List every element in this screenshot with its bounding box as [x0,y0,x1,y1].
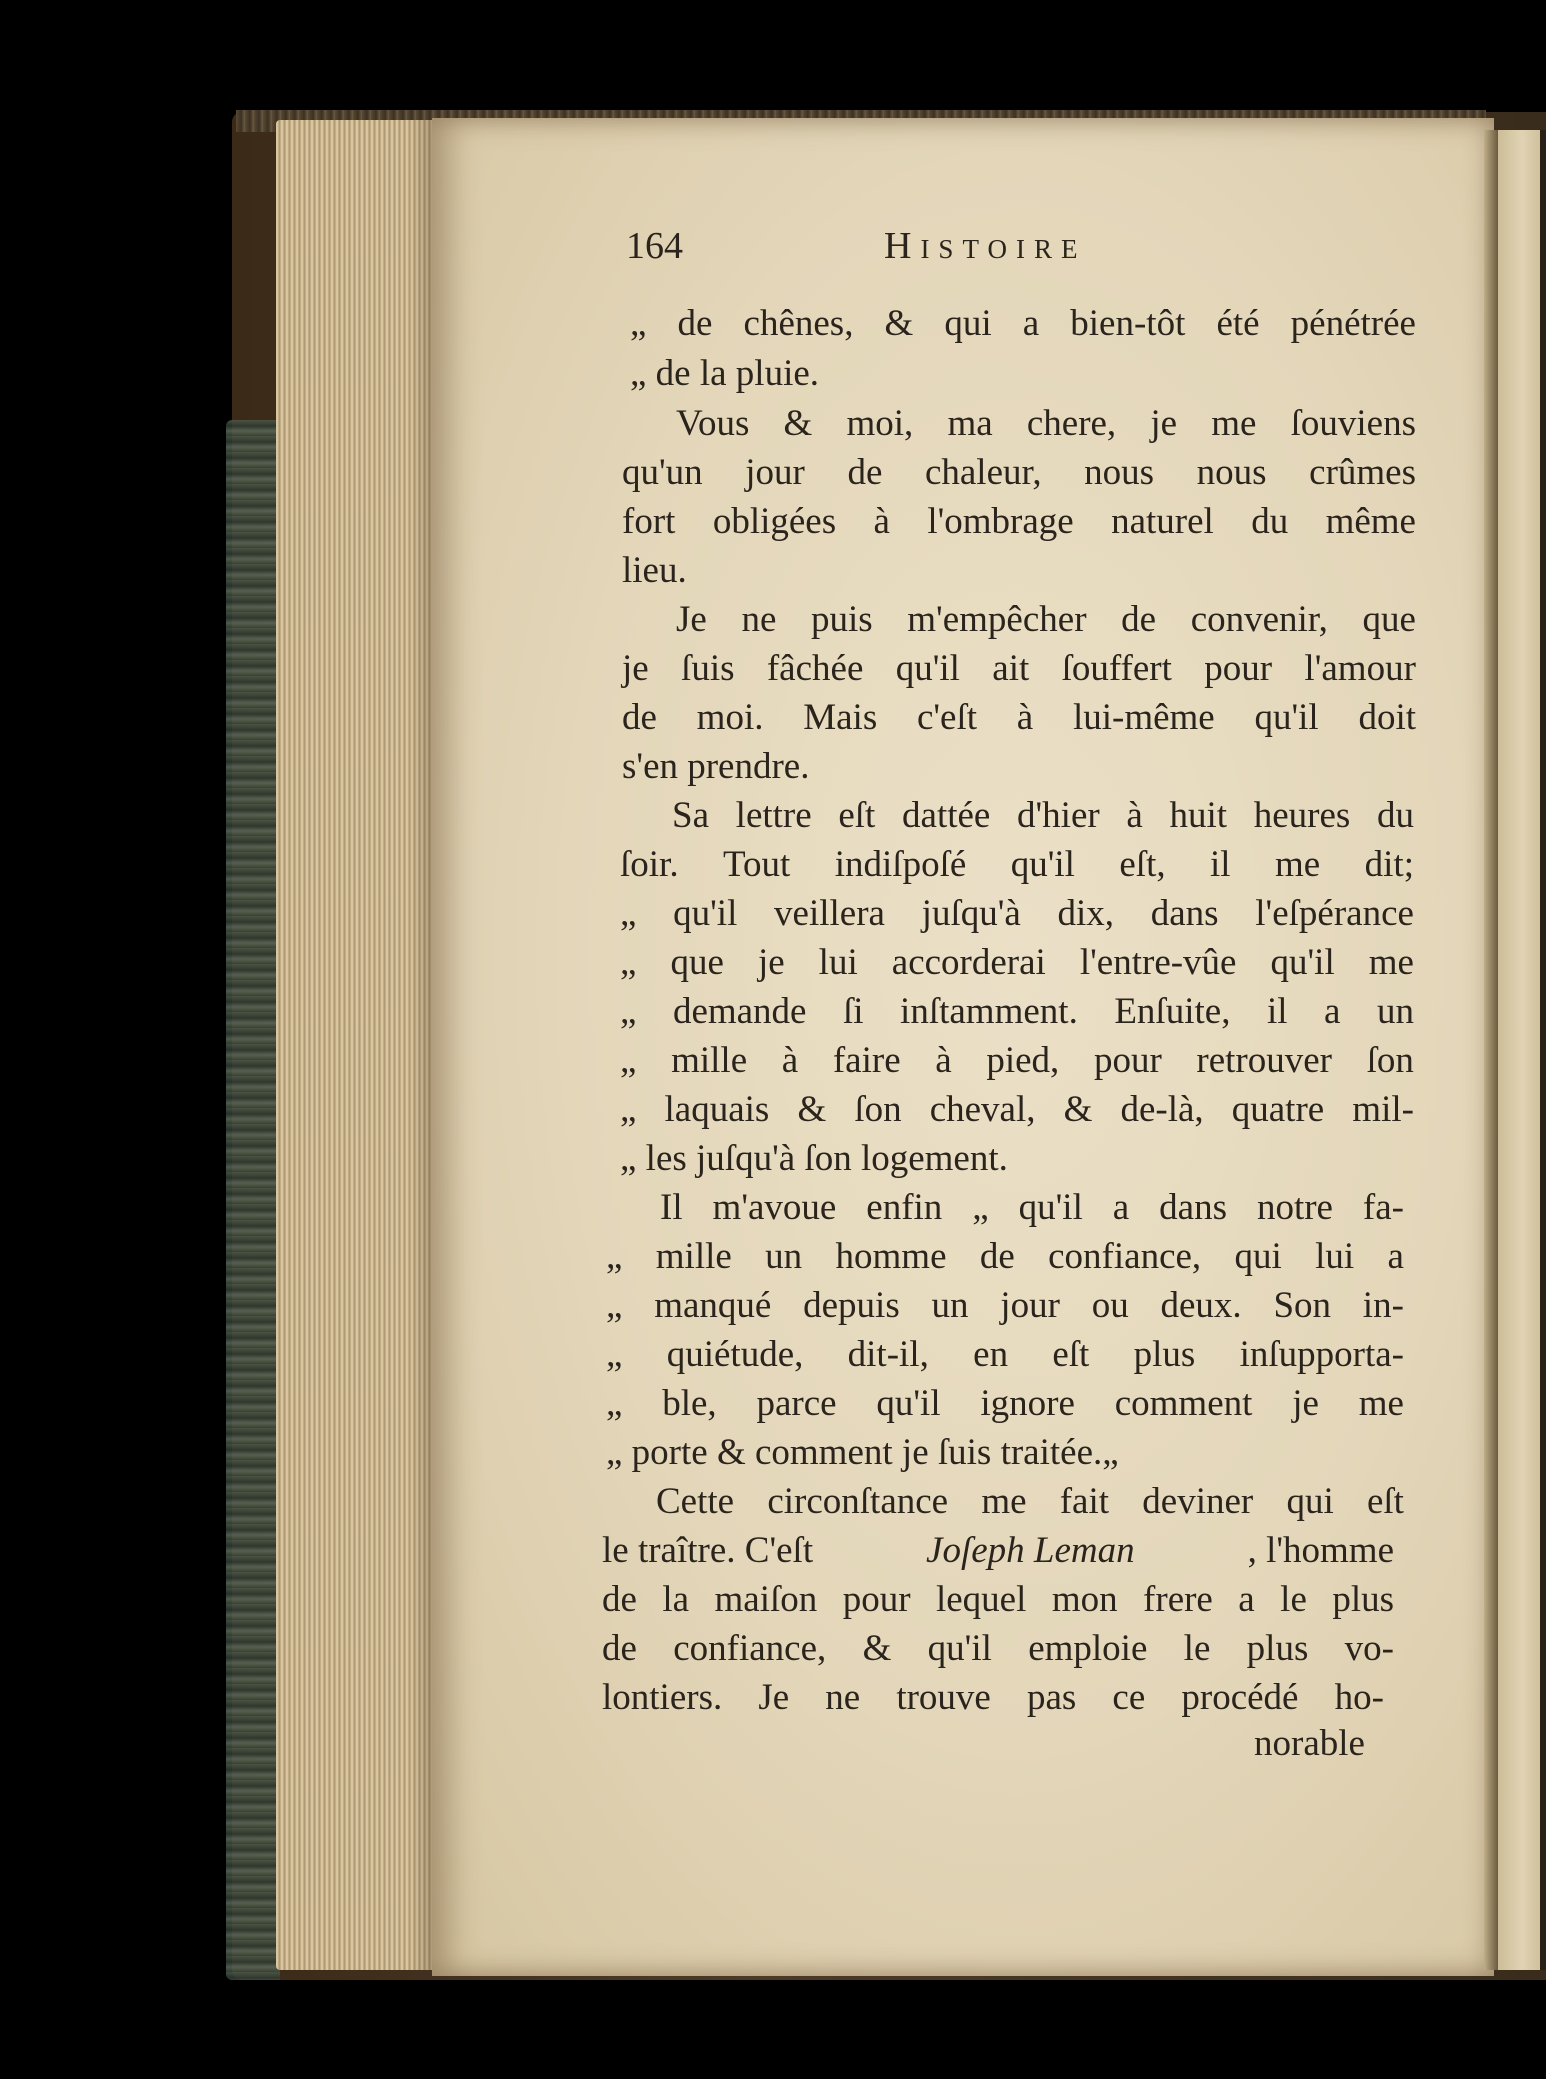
text-line: Cette circonſtance me fait deviner qui eſt [656,1481,1404,1522]
text-line: „ porte & comment je ſuis traitée.„ [606,1432,1119,1473]
text-line: fort obligées à l'ombrage naturel du même [622,501,1416,542]
text-line: Sa lettre eſt dattée d'hier à huit heures du [672,795,1414,836]
text-line: „ manqué depuis un jour ou deux. Son in- [606,1285,1404,1326]
text-line: ſoir. Tout indiſpoſé qu'il eſt, il me dit; [620,844,1414,885]
text-line: Je ne puis m'empêcher de convenir, que [676,599,1416,640]
text-fragment: , l'homme [1247,1530,1394,1571]
text-line: de moi. Mais c'eſt à lui-même qu'il doit [622,697,1416,738]
text-line: je ſuis fâchée qu'il ait ſouffert pour l'amour [622,648,1416,689]
text-line: „ que je lui accorderai l'entre-vûe qu'il me [620,942,1414,983]
text-line: Vous & moi, ma chere, je me ſouviens [676,403,1416,444]
running-title: Histoire [884,225,1087,267]
marbled-cover-edge [226,420,280,1980]
text-line: Il m'avoue enfin „ qu'il a dans notre fa- [660,1187,1404,1228]
text-line: „ mille à faire à pied, pour retrouver ſon [620,1040,1414,1081]
text-line: s'en prendre. [622,746,810,787]
text-line: lieu. [622,550,687,591]
page-number: 164 [626,225,683,267]
text-fragment: le traître. C'eſt [602,1530,814,1571]
text-line: qu'un jour de chaleur, nous nous crûmes [622,452,1416,493]
text-line: de la maiſon pour lequel mon frere a le plus [602,1579,1394,1620]
facing-page-edge [1498,130,1546,1970]
text-line [602,1527,1394,1575]
text-line: „ laquais & ſon cheval, & de-là, quatre mil- [620,1089,1414,1130]
text-line: „ demande ſi inſtamment. Enſuite, il a un [620,991,1414,1032]
italic-name: Joſeph Leman [926,1530,1135,1571]
text-line: „ mille un homme de confiance, qui lui a [606,1236,1404,1277]
text-line: „ ble, parce qu'il ignore comment je me [606,1383,1404,1424]
text-line: lontiers. Je ne trouve pas ce procédé ho- [602,1677,1384,1718]
text-line: „ de chênes, & qui a bien-tôt été pénétrée [630,303,1416,344]
text-line: „ les juſqu'à ſon logement. [620,1138,1008,1179]
text-line: „ qu'il veillera juſqu'à dix, dans l'eſpérance [620,893,1414,934]
text-line: „ de la pluie. [630,353,820,394]
facing-cover-edge [1540,130,1546,1970]
catchword: norable [1254,1723,1365,1764]
text-line: de confiance, & qu'il emploie le plus vo- [602,1628,1394,1669]
text-line: „ quiétude, dit-il, en eſt plus inſupporta- [606,1334,1404,1375]
running-header [626,224,1416,274]
page-gutter [1484,130,1498,1970]
